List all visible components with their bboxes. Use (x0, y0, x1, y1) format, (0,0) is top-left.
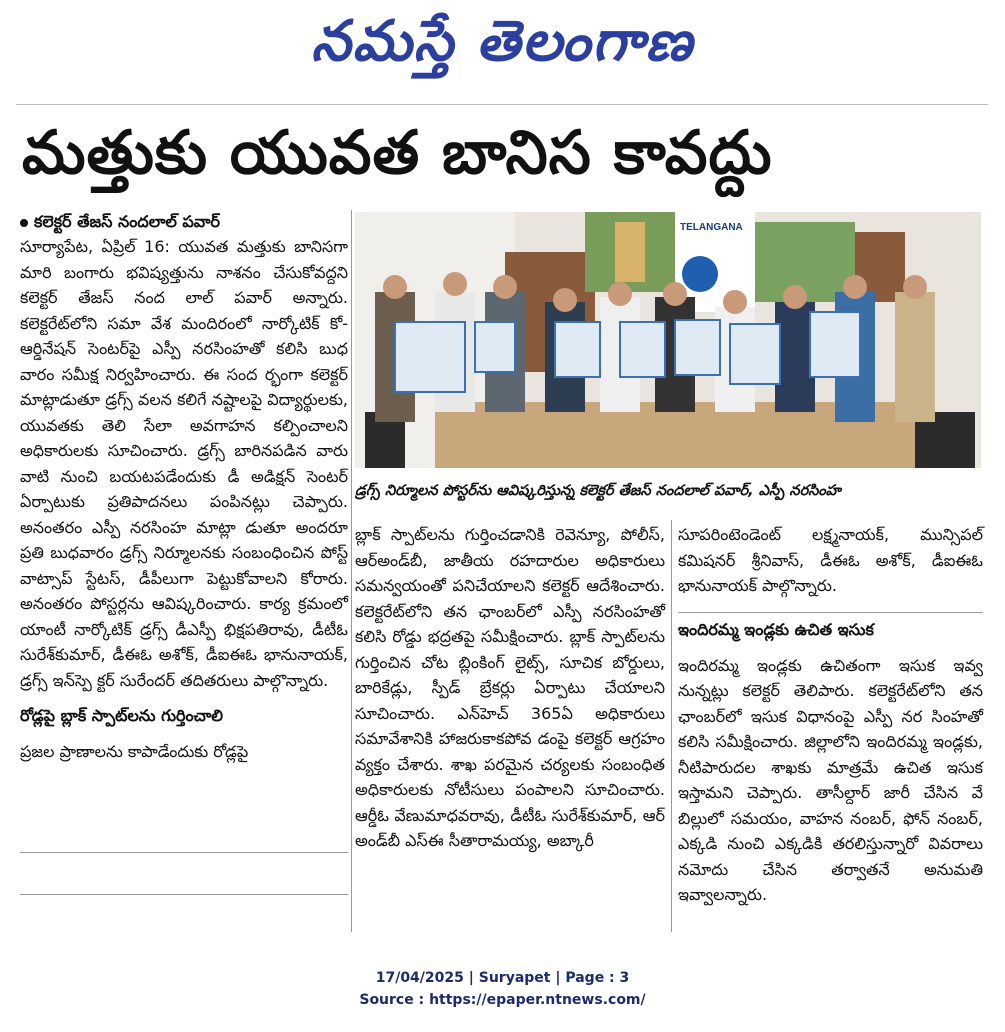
column-3 (678, 522, 983, 908)
col3-paragraph-1: సూపరింటెండెంట్ లక్ష్మనాయక్, మున్సిపల్ కమిషనర్ శ్రీనివాస్, డీఈఓ అశోక్, డీఐఈఓ భానునాయక్ పాల్గొన్నారు. (678, 525, 983, 595)
column-divider-1 (351, 210, 352, 932)
column-2 (355, 522, 665, 854)
footer-source-line[interactable]: Source : https://epaper.ntnews.com/ (359, 992, 646, 1008)
bullet-icon (20, 219, 28, 227)
subhead-divider (20, 852, 348, 853)
subhead-divider-bottom (20, 894, 348, 895)
event-photo-illustration (355, 212, 981, 468)
byline-text: కలెక్టర్ తేజస్ నందలాల్ పవార్ (34, 212, 220, 231)
event-photo (355, 212, 981, 468)
banner-text: TELANGANA (680, 222, 743, 233)
col2-paragraph: బ్లాక్ స్పాట్‌లను గుర్తించడానికి రెవెన్యూ, పోలీస్, ఆర్అండ్‌బీ, జాతీయ రహదారుల అధికారులు సమన్వయంతో పనిచేయాలని కలెక్టర్ ఆదేశించారు. కలెక్టరేట్‌లోని తన ఛాంబర్‌లో ఎస్పీ నరసింహతో కలిసి రోడ్డు భద్రతపై సమీక్షించారు. బ్లాక్ స్పాట్‌లను గుర్తించిన చోట బ్లింకింగ్ లైట్స్, సూచిక బోర్డులు, బారికేడ్లు, స్పీడ్ బ్రేకర్లు ఏర్పాటు చేయాలని సూచించారు. ఎన్‌హెచ్ 365ఏ అధికారులు సమావేశానికి హాజరుకాకపోవ డంపై కలెక్టర్ ఆగ్రహం వ్యక్తం చేశారు. శాఖ పరమైన చర్యలకు సంబంధిత అధికారులకు నోటీసులు పంపాలని సూచించారు. ఆర్డీఓ వేణుమాధవరావు, డీటీఓ సురేశ్‌కుమార్, ఆర్ అండ్‌బీ ఎస్ఈ సీతారామయ్య, అబ్కారీ (355, 525, 665, 850)
column-1 (20, 210, 348, 765)
col3-paragraph-2: ఇందిరమ్మ ఇండ్లకు ఉచితంగా ఇసుక ఇవ్వ నున్నట్లు కలెక్టర్ తెలిపారు. కలెక్టరేట్‌లోని తన ఛాంబర్‌లో ఇసుక విధానంపై ఎస్పీ నర సింహతో కలిసి సమీక్షించారు. జిల్లాలోని ఇందిరమ్మ ఇండ్లకు, నీటిపారుదల శాఖకు మాత్రమే ఉచిత ఇసుక ఇస్తామని చెప్పారు. తాసీల్దార్ జారీ చేసిన వే బిల్లులో సమయం, వాహన నంబర్, ఫోన్ నంబర్, ఎక్కడి నుంచి ఎక్కడికి తరలిస్తున్నారో వివరాలు నమోదు చేసిన తర్వాతనే అనుమతి ఇవ్వాలన్నారు. (678, 655, 983, 904)
masthead (0, 0, 1005, 104)
column-divider-2 (671, 520, 672, 932)
footer-date-line: 17/04/2025 | Suryapet | Page : 3 (375, 970, 630, 986)
headline: మత్తుకు యువత బానిస కావద్దు (22, 118, 773, 188)
col1-subhead: రోడ్లపై బ్లాక్ స్పాట్‌లను గుర్తించాలి (20, 706, 223, 725)
col3-subhead: ఇందిరమ్మ ఇండ్లకు ఉచిత ఇసుక (678, 619, 874, 639)
col1-paragraph-1: సూర్యాపేట, ఏప్రిల్ 16: యువత మత్తుకు బానిసగా మారి బంగారు భవిష్యత్తును నాశనం చేసుకోవద్దని కలెక్టర్ తేజస్ నంద లాల్ పవార్ అన్నారు. కలెక్టరేట్‌లోని సమా వేశ మందిరంలో నార్కోటిక్ కో-ఆర్డినేషన్ సెంటర్‌పై ఎస్పీ నరసింహతో కలిసి బుధ వారం సమీక్ష నిర్వహించారు. ఈ సంద ర్భంగా కలెక్టర్ మాట్లాడుతూ డ్రగ్స్ వలన కలిగే నష్టాలపై విద్యార్థులకు, యువతకు తెలి సేలా అవగాహన కల్పించాలని అధికారులకు సూచించారు. డ్రగ్స్ బారినపడిన వారు వాటి నుంచి బయటపడేందుకు డీ అడిక్షన్ సెంటర్ ఏర్పాటుకు ప్రతిపాదనలు పంపినట్లు చెప్పారు. అనంతరం ఎస్పీ నరసింహ మాట్లా డుతూ అందరూ ప్రతి బుధవారం డ్రగ్స్ నిర్మూలనకు సంబంధించిన పోస్ట్ వాట్సాప్ స్టేటస్, డీపీలుగా పెట్టుకోవాలని కోరారు. అనంతరం పోస్టర్లను ఆవిష్కరించారు. కార్య క్రమంలో యాంటీ నార్కోటిక్ డ్రగ్స్ డీఎస్పీ భిక్షపతిరావు, డీటీఓ సురేశ్‌కుమార్, డీఈఓ అశోక్, డీఐఈఓ భానునాయక్, డ్రగ్స్ ఇన్‌స్పె క్టర్ సురేందర్ తదితరులు పాల్గొన్నారు. (20, 237, 348, 690)
photo-caption: డ్రగ్స్ నిర్మూలన పోస్టర్‌ను ఆవిష్కరిస్తున్న కలెక్టర్ తేజస్ నందలాల్ పవార్, ఎస్పీ నరసింహ (355, 483, 841, 499)
footer (0, 967, 1005, 1011)
byline (20, 210, 348, 234)
col1-paragraph-2: ప్రజల ప్రాణాలను కాపాడేందుకు రోడ్లపై (20, 742, 249, 761)
masthead-title: నమస్తే తెలంగాణ (311, 8, 694, 74)
